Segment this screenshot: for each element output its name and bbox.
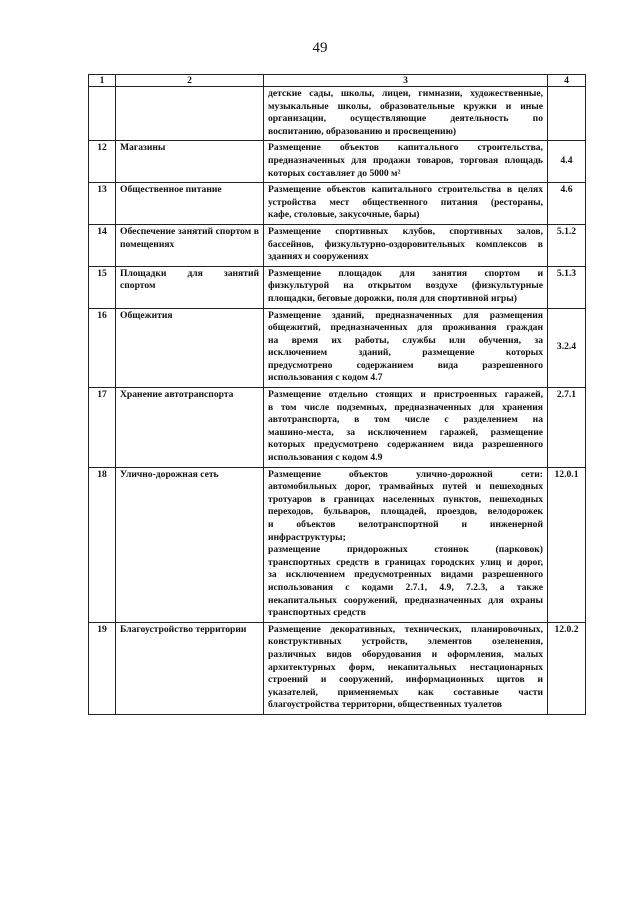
description-line: машино-места, за исключением гаражей, размещение <box>268 426 543 438</box>
page-number: 49 <box>312 40 328 56</box>
land-use-description <box>264 141 548 183</box>
classifier-code: 4.4 <box>548 141 586 183</box>
classifier-code: 12.0.2 <box>548 622 586 714</box>
description-line: транспортных средств <box>268 607 366 619</box>
description-line: тротуаров в границах населенных пунктов, пешеходных <box>268 493 543 505</box>
description-line: бассейнов, физкультурно-оздоровительных комплексов в <box>268 238 543 250</box>
land-use-description <box>264 388 548 468</box>
table-row <box>89 467 586 622</box>
header-col-2: 2 <box>116 75 264 87</box>
description-line: Размещение площадок для занятия спортом и <box>268 267 543 279</box>
row-number: 18 <box>89 467 116 622</box>
description-line: автомобильных дорог, трамвайных путей и пешеходных <box>268 481 543 493</box>
table-header-row <box>89 75 586 87</box>
description-line: устройства мест общественного питания (рестораны, <box>268 196 543 208</box>
description-line: физкультурой на открытом воздухе (физкультурные <box>268 280 543 292</box>
header-col-3: 3 <box>264 75 548 87</box>
description-line: которых предусмотрено содержанием вида разрешенного <box>268 439 543 451</box>
header-col-4: 4 <box>548 75 586 87</box>
description-line: на время их работы, службы или обучения, за <box>268 334 543 346</box>
land-use-description <box>264 467 548 622</box>
land-use-description <box>264 622 548 714</box>
classifier-code: 12.0.1 <box>548 467 586 622</box>
land-use-description <box>264 183 548 225</box>
description-line: некапитальных сооружений, предназначенных для охраны <box>268 594 543 606</box>
description-line: Размещение объектов улично-дорожной сети: <box>268 468 543 480</box>
table-row <box>89 87 586 141</box>
land-use-type-name: Хранение автотранспорта <box>116 388 264 468</box>
description-line: площадки, беговые дорожки, поля для спортивной игры) <box>268 292 517 304</box>
land-use-type-name: Улично-дорожная сеть <box>116 467 264 622</box>
land-use-description <box>264 87 548 141</box>
description-line: размещение придорожных стоянок (парковок) <box>268 544 543 556</box>
description-line: детские сады, школы, лицеи, гимназии, художественные, <box>268 88 543 99</box>
land-use-type-name: Общежития <box>116 308 264 388</box>
description-line: переходов, бульваров, площадей, проездов, велодорожек <box>268 506 543 518</box>
description-line: использования с кодом 4.7 <box>268 372 383 384</box>
classifier-code: 2.7.1 <box>548 388 586 468</box>
description-line: Размещение отдельно стоящих и пристроенных гаражей, <box>268 389 543 401</box>
land-use-description <box>264 266 548 308</box>
classifier-code: 5.1.2 <box>548 224 586 266</box>
land-use-description <box>264 308 548 388</box>
description-line: Размещение объектов капитального строительства в целях <box>268 184 543 196</box>
land-use-type-name <box>116 87 264 141</box>
land-use-type-name: Площадки для занятий спортом <box>116 266 264 308</box>
land-use-type-name: Обеспечение занятий спортом в помещениях <box>116 224 264 266</box>
row-number: 12 <box>89 141 116 183</box>
classifier-code <box>548 87 586 141</box>
table-row <box>89 388 586 468</box>
description-line: архитектурных форм, некапитальных нестационарных <box>268 661 543 673</box>
description-line: использования с кодами 2.7.1, 4.9, 7.2.3, а также <box>268 581 543 593</box>
row-number <box>89 87 116 141</box>
land-use-description <box>264 224 548 266</box>
description-line: указателей, применяемых как составные части <box>268 686 543 698</box>
description-line: воспитанию, образованию и просвещению) <box>268 125 457 137</box>
description-line: благоустройства территории, общественных туалетов <box>268 699 502 711</box>
row-number: 15 <box>89 266 116 308</box>
description-line: организации, осуществляющие деятельность по <box>268 113 543 125</box>
description-line: предназначенных для продажи товаров, торговая площадь <box>268 154 543 166</box>
description-line: использования с кодом 4.9 <box>268 452 383 464</box>
description-line: музыкальные школы, образовательные кружки и иные <box>268 100 543 112</box>
table-row <box>89 622 586 714</box>
description-line: которых составляет до 5000 м² <box>268 167 401 179</box>
table-row <box>89 141 586 183</box>
description-line: автотранспорта, в том числе с разделением на <box>268 414 543 426</box>
description-line: кафе, столовые, закусочные, бары) <box>268 209 420 221</box>
table-row <box>89 224 586 266</box>
row-number: 16 <box>89 308 116 388</box>
description-line: строений и сооружений, информационных щитов и <box>268 674 543 686</box>
description-line: Размещение декоративных, технических, планировочных, <box>268 623 543 635</box>
table-row <box>89 266 586 308</box>
description-line: различных видов оборудования и оформления, малых <box>268 648 543 660</box>
description-line: Размещение спортивных клубов, спортивных залов, <box>268 225 543 237</box>
row-number: 14 <box>89 224 116 266</box>
description-line: Размещение объектов капитального строительства, <box>268 142 543 154</box>
description-line: в том числе подземных, предназначенных для хранения <box>268 401 543 413</box>
description-line: и объектов велотранспортной и инженерной <box>268 519 543 530</box>
description-line: исключением зданий, размещение которых <box>268 347 543 359</box>
description-line: зданиях и сооружениях <box>268 251 369 263</box>
row-number: 17 <box>89 388 116 468</box>
land-use-type-name: Магазины <box>116 141 264 183</box>
classifier-code: 5.1.3 <box>548 266 586 308</box>
description-line: предусмотрено содержанием вида разрешенного <box>268 359 543 371</box>
classifier-code: 4.6 <box>548 183 586 225</box>
classifier-code: 3.2.4 <box>548 308 586 388</box>
description-line: за исключением предусмотренных видами разрешенного <box>268 569 543 581</box>
description-line: конструктивных устройств, элементов озеленения, <box>268 636 543 648</box>
description-line: транспортных средств в границах городских улиц и дорог, <box>268 556 543 568</box>
description-line: общежитий, предназначенных для проживания граждан <box>268 322 543 334</box>
row-number: 13 <box>89 183 116 225</box>
land-use-table <box>88 74 586 715</box>
land-use-type-name: Благоустройство территории <box>116 622 264 714</box>
table-row <box>89 308 586 388</box>
row-number: 19 <box>89 622 116 714</box>
header-col-1: 1 <box>89 75 116 87</box>
table-row <box>89 183 586 225</box>
land-use-type-name: Общественное питание <box>116 183 264 225</box>
description-line: Размещение зданий, предназначенных для размещения <box>268 309 543 321</box>
description-line: инфраструктуры; <box>268 531 346 543</box>
